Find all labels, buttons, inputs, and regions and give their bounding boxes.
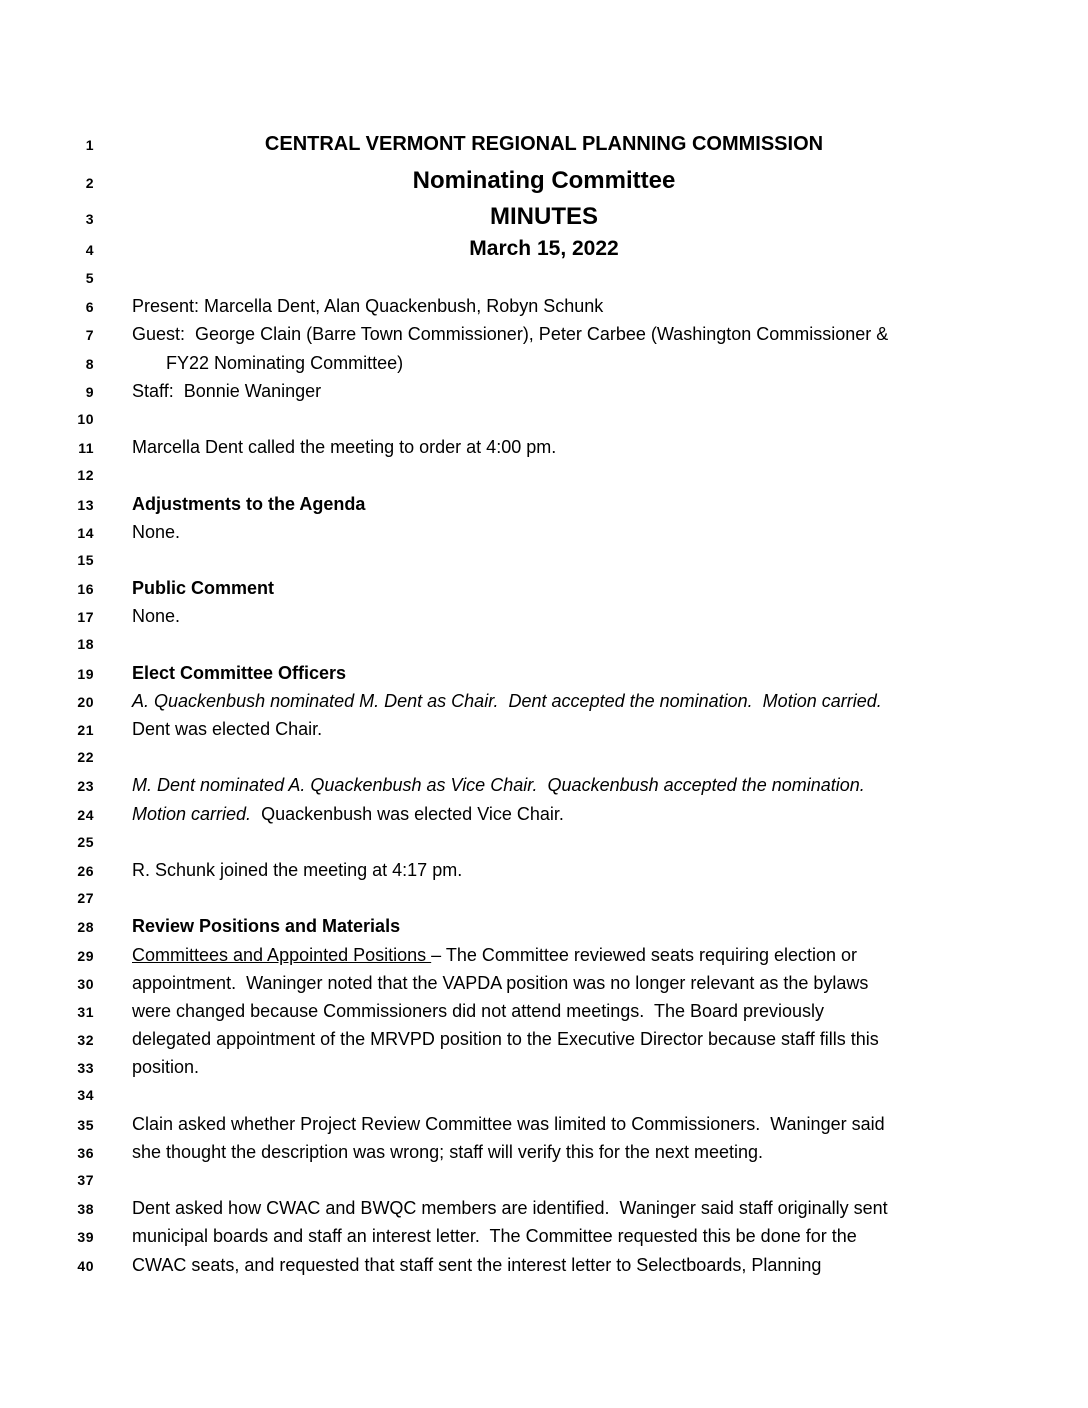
line-text	[132, 292, 956, 320]
title-committee	[0, 163, 1088, 199]
text-segment: Guest: George Clain (Barre Town Commissioner), Peter Carbee (Washington Commissioner &	[132, 324, 889, 345]
text-segment: delegated appointment of the MRVPD position to the Executive Director because staff fills this	[132, 1029, 879, 1050]
title-date	[0, 234, 1088, 264]
line-text	[132, 433, 956, 461]
text-segment: A. Quackenbush nominated M. Dent as Chair. Dent accepted the nomination. Motion carried.	[132, 690, 882, 711]
line-text	[132, 800, 956, 828]
line-text	[132, 234, 956, 264]
text-segment: Elect Committee Officers	[132, 662, 347, 683]
line-text	[132, 377, 956, 405]
line-row-18	[0, 630, 1088, 658]
line-text	[132, 490, 956, 518]
line-number: 39	[77, 1229, 94, 1246]
line-number: 11	[78, 440, 94, 457]
line-row-34	[0, 1081, 1088, 1109]
text-segment: Nominating Committee	[412, 167, 676, 194]
text-segment: municipal boards and staff an interest letter. The Committee requested this be done for the	[132, 1226, 857, 1247]
line-row-8	[0, 349, 1088, 377]
line-number: 29	[77, 947, 94, 964]
line-number: 8	[85, 355, 94, 372]
line-text	[132, 518, 956, 546]
line-text	[132, 349, 990, 377]
line-row-10	[0, 405, 1088, 433]
line-text	[132, 1138, 956, 1166]
line-number: 15	[77, 551, 94, 568]
line-row-22	[0, 743, 1088, 771]
line-number: 2	[85, 175, 94, 191]
line-text	[132, 602, 956, 630]
text-segment: Quackenbush was elected Vice Chair.	[251, 803, 564, 824]
line-number: 23	[77, 778, 94, 795]
line-row-33	[0, 1053, 1088, 1081]
text-segment: Committees and Appointed Positions	[132, 944, 432, 965]
line-number: 37	[77, 1172, 94, 1188]
line-text	[132, 320, 956, 348]
line-text	[132, 997, 956, 1025]
line-row-17	[0, 602, 1088, 630]
line-number: 40	[77, 1257, 94, 1274]
heading-elect-officers	[0, 659, 1088, 687]
text-segment: Dent asked how CWAC and BWQC members are identified. Waninger said staff originally sent	[132, 1198, 888, 1219]
title-commission	[0, 126, 1088, 163]
line-row-20	[0, 687, 1088, 715]
line-number: 3	[85, 211, 94, 227]
line-text	[132, 163, 956, 199]
heading-adjustments	[0, 490, 1088, 518]
line-text	[132, 856, 956, 884]
line-number: 12	[77, 467, 94, 484]
line-text	[132, 199, 956, 234]
text-segment: Adjustments to the Agenda	[132, 493, 366, 514]
text-segment: None.	[132, 606, 181, 627]
line-number: 19	[77, 665, 94, 682]
line-row-31	[0, 997, 1088, 1025]
line-row-6	[0, 292, 1088, 320]
line-row-5	[0, 264, 1088, 292]
text-segment: MINUTES	[490, 203, 598, 230]
text-segment: – The Committee reviewed seats requiring election or	[431, 944, 858, 965]
text-segment: FY22 Nominating Committee)	[166, 352, 404, 373]
line-number: 38	[77, 1201, 94, 1218]
text-segment: Review Positions and Materials	[132, 916, 401, 937]
line-row-38	[0, 1194, 1088, 1222]
minutes-body	[0, 126, 1088, 1279]
line-text	[132, 1025, 956, 1053]
line-number: 10	[77, 410, 94, 427]
text-segment: CWAC seats, and requested that staff sent the interest letter to Selectboards, Planning	[132, 1254, 822, 1275]
line-text	[132, 126, 956, 163]
heading-review-positions	[0, 912, 1088, 940]
line-row-12	[0, 461, 1088, 489]
text-segment: CENTRAL VERMONT REGIONAL PLANNING COMMISSION	[264, 133, 824, 155]
line-row-24	[0, 800, 1088, 828]
line-row-29	[0, 941, 1088, 969]
line-text	[132, 771, 956, 799]
text-segment: position.	[132, 1057, 200, 1078]
line-row-25	[0, 828, 1088, 856]
text-segment: Dent was elected Chair.	[132, 719, 323, 739]
text-segment: she thought the description was wrong; staff will verify this for the next meeting.	[132, 1141, 763, 1162]
line-row-26	[0, 856, 1088, 884]
line-number: 31	[77, 1003, 94, 1020]
line-text	[132, 941, 956, 969]
line-number: 1	[85, 137, 94, 153]
line-row-40	[0, 1251, 1088, 1279]
line-row-27	[0, 884, 1088, 912]
line-text	[132, 969, 956, 997]
line-text	[132, 715, 956, 743]
line-text	[132, 1222, 956, 1250]
line-text	[132, 1194, 956, 1222]
line-number: 33	[77, 1060, 94, 1077]
line-number: 25	[77, 833, 94, 850]
line-text	[132, 659, 956, 687]
line-number: 18	[77, 636, 94, 653]
line-row-11	[0, 433, 1088, 461]
line-number: 24	[77, 806, 94, 823]
line-number: 4	[85, 242, 94, 258]
line-number: 7	[85, 327, 94, 344]
line-number: 13	[77, 496, 94, 513]
line-row-15	[0, 546, 1088, 574]
line-row-39	[0, 1222, 1088, 1250]
line-number: 5	[85, 270, 94, 286]
line-number: 27	[77, 890, 94, 907]
text-segment: Staff: Bonnie Waninger	[132, 380, 322, 401]
text-segment: Motion carried.	[132, 803, 252, 824]
text-segment: Marcella Dent called the meeting to order at 4:00 pm.	[132, 437, 557, 458]
line-number: 34	[77, 1087, 94, 1104]
line-number: 20	[77, 693, 94, 710]
text-segment: R. Schunk joined the meeting at 4:17 pm.	[132, 859, 463, 880]
text-segment: M. Dent nominated A. Quackenbush as Vice Chair. Quackenbush accepted the nomination.	[132, 775, 865, 796]
line-number: 6	[85, 299, 94, 316]
line-text	[132, 912, 956, 940]
line-number: 36	[77, 1144, 94, 1161]
line-number: 28	[77, 919, 94, 936]
line-number: 14	[77, 524, 94, 541]
line-number: 16	[77, 581, 94, 598]
text-segment: Clain asked whether Project Review Committee was limited to Commissioners. Waninger said	[132, 1113, 885, 1134]
line-text	[132, 574, 956, 602]
line-row-14	[0, 518, 1088, 546]
line-number: 22	[77, 749, 94, 766]
line-number: 26	[77, 862, 94, 879]
line-row-36	[0, 1138, 1088, 1166]
text-segment: Present: Marcella Dent, Alan Quackenbush, Robyn Schunk	[132, 296, 604, 317]
text-segment: None.	[132, 521, 181, 542]
line-number: 17	[77, 609, 94, 626]
line-text	[132, 687, 956, 715]
line-row-35	[0, 1110, 1088, 1138]
line-row-21	[0, 715, 1088, 743]
line-number: 30	[77, 975, 94, 992]
line-number: 35	[77, 1116, 94, 1133]
line-row-32	[0, 1025, 1088, 1053]
line-row-9	[0, 377, 1088, 405]
text-segment: were changed because Commissioners did not attend meetings. The Board previously	[132, 1000, 825, 1021]
line-row-30	[0, 969, 1088, 997]
line-text	[132, 1053, 956, 1081]
text-segment: March 15, 2022	[469, 237, 619, 260]
line-number: 32	[77, 1032, 94, 1049]
line-row-37	[0, 1166, 1088, 1194]
line-text	[132, 1251, 956, 1279]
text-segment: appointment. Waninger noted that the VAPDA position was no longer relevant as the bylaws	[132, 972, 869, 993]
line-text	[132, 1110, 956, 1138]
line-row-23	[0, 771, 1088, 799]
heading-public-comment	[0, 574, 1088, 602]
line-number: 9	[85, 383, 94, 400]
line-number: 21	[77, 722, 94, 738]
text-segment: Public Comment	[132, 578, 275, 599]
title-minutes	[0, 199, 1088, 234]
line-row-7	[0, 320, 1088, 348]
